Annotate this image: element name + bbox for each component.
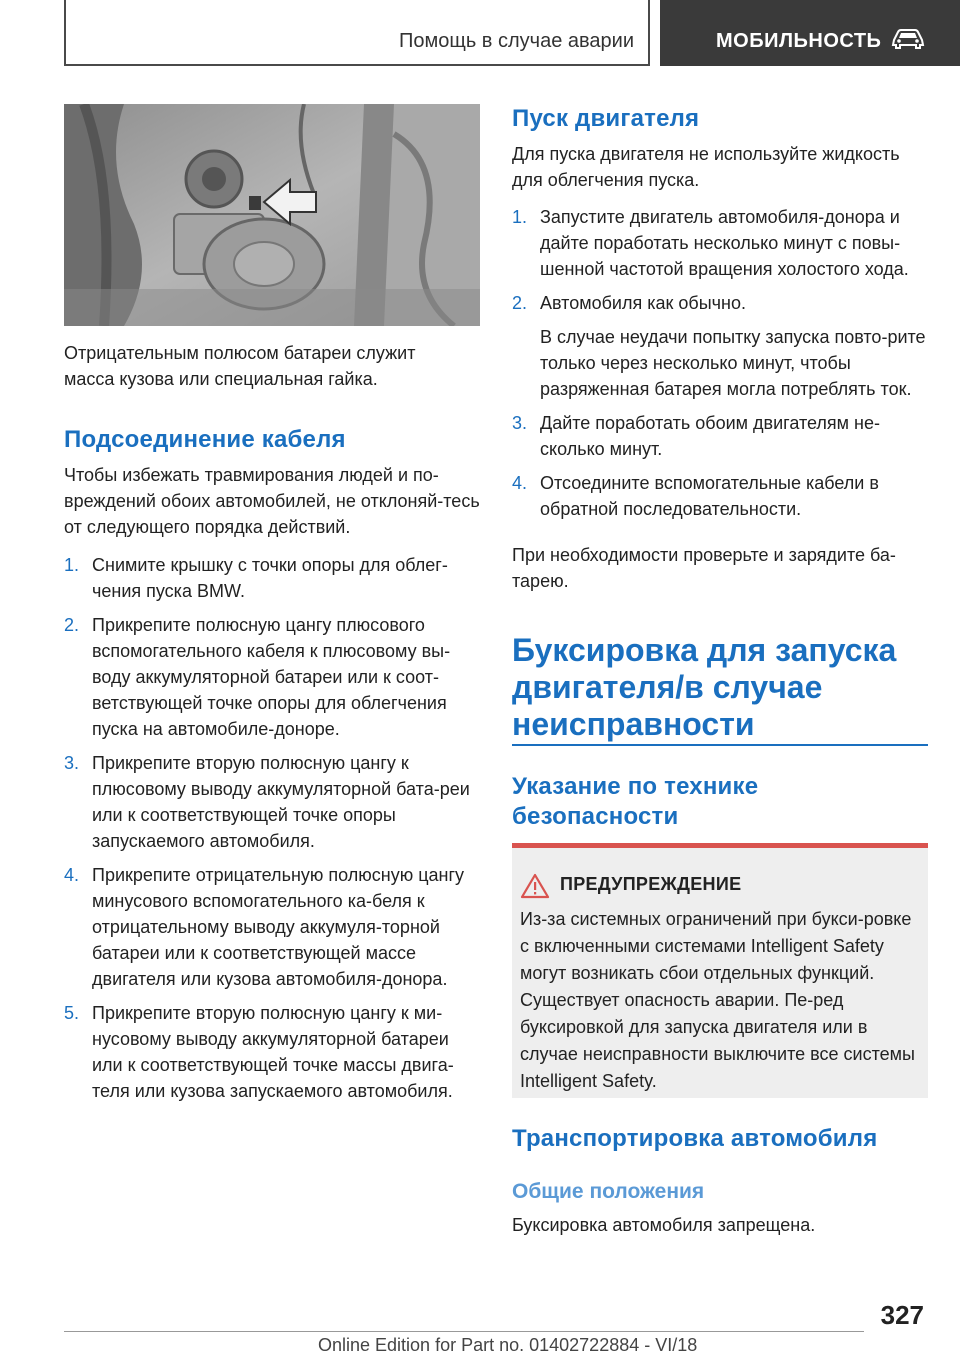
car-icon [890,26,926,50]
step-text: Отсоедините вспомогательные кабели в обратной последовательности. [540,473,879,519]
step-number: 1. [512,207,528,227]
page-number: 327 [880,1300,924,1330]
heading-engine-start: Пуск двигателя [512,105,700,132]
step-number: 3. [64,753,80,773]
step-number: 4. [512,473,528,493]
step-number: 1. [64,555,80,575]
warning-box [512,843,928,1098]
step-text: Прикрепите полюсную цангу плюсового вспомогательного кабеля к плюсовому вы-воду аккумуляторной батареи или к соот-ветствующей точке опоры для облегчения пуска на автомобиле-доноре. [92,615,451,739]
list-item [512,290,928,402]
engine-start-intro: Для пуска двигателя не используйте жидкость для облегчения пуска. [512,144,900,190]
step-text: Прикрепите вторую полюсную цангу к ми-нусовому выводу аккумуляторной батареи или к соответствующей точке массы двига-теля или кузова запускаемого автомобиля. [92,1003,454,1101]
warning-title: ПРЕДУПРЕЖДЕНИЕ [560,874,742,894]
figure-caption: Отрицательным полюсом батареи служит масса кузова или специальная гайка. [64,343,416,389]
step-number: 4. [64,865,80,885]
engine-start-outro: При необходимости проверьте и зарядите ба-тарею. [512,545,896,591]
step-text: Снимите крышку с точки опоры для облег-чения пуска BMW. [92,555,448,601]
header-chapter-title: МОБИЛЬНОСТЬ [716,30,882,52]
step-text: Автомобиля как обычно. [540,293,746,313]
step-text: Запустите двигатель автомобиля-донора и дайте поработать несколько минут с повы-шенной частотой вращения холостого хода. [540,207,909,279]
step-number: 3. [512,413,528,433]
list-item [512,204,928,282]
section-divider [512,744,928,746]
warning-triangle-icon [520,873,550,899]
header-section-tab [64,0,650,66]
cable-steps-list [64,552,482,1112]
step-text: Дайте поработать обоим двигателям не-сколько минут. [540,413,880,459]
step-number: 2. [512,293,528,313]
header-chapter-tab [660,0,960,66]
cable-intro-text: Чтобы избежать травмирования людей и по-вреждений обоих автомобилей, не отклоняй-тесь от следующего порядка действий. [64,465,480,537]
heading-safety-note: Указание по технике безопасности [512,773,759,830]
list-item [512,470,928,522]
list-item [512,410,928,462]
heading-transport: Транспортировка автомобиля [512,1125,878,1152]
list-item [64,612,482,742]
list-item [64,862,482,992]
step-number: 2. [64,615,80,635]
heading-cable-connection: Подсоединение кабеля [64,426,346,453]
list-item [64,552,482,604]
step-text: Прикрепите отрицательную полюсную цангу минусового вспомогательного ка-беля к отрицательному выводу аккумуля-торной батареи или к соответствующей массе двигателя или кузова автомобиля-донора. [92,865,465,989]
general-text: Буксировка автомобиля запрещена. [512,1215,816,1235]
list-item [64,1000,482,1104]
footer-divider [64,1331,864,1332]
step-subtext: В случае неудачи попытку запуска повто-рите только через несколько минут, чтобы разряженная батарея могла потреблять ток. [540,327,926,399]
list-item [64,750,482,854]
step-number: 5. [64,1003,80,1023]
engine-bay-photo [64,104,480,326]
header-section-title: Помощь в случае аварии [399,30,634,52]
footer-edition: Online Edition for Part no. 01402722884 - VI/18 [318,1335,698,1355]
heading-towing: Буксировка для запуска двигателя/в случае неисправности [512,632,897,742]
engine-start-steps-list [512,204,928,530]
warning-body: Из-за системных ограничений при букси-ровке с включенными системами Intelligent Safety могут возникать сбои отдельных функций. Существует опасность аварии. Пе-ред буксировкой для запуска двигателя или в случае неисправности выключите все системы Intelligent Safety. [520,909,915,1091]
heading-general: Общие положения [512,1180,705,1203]
step-text: Прикрепите вторую полюсную цангу к плюсовому выводу аккумуляторной бата-реи или к соответствующей точке опоры запускаемого автомобиля. [92,753,470,851]
